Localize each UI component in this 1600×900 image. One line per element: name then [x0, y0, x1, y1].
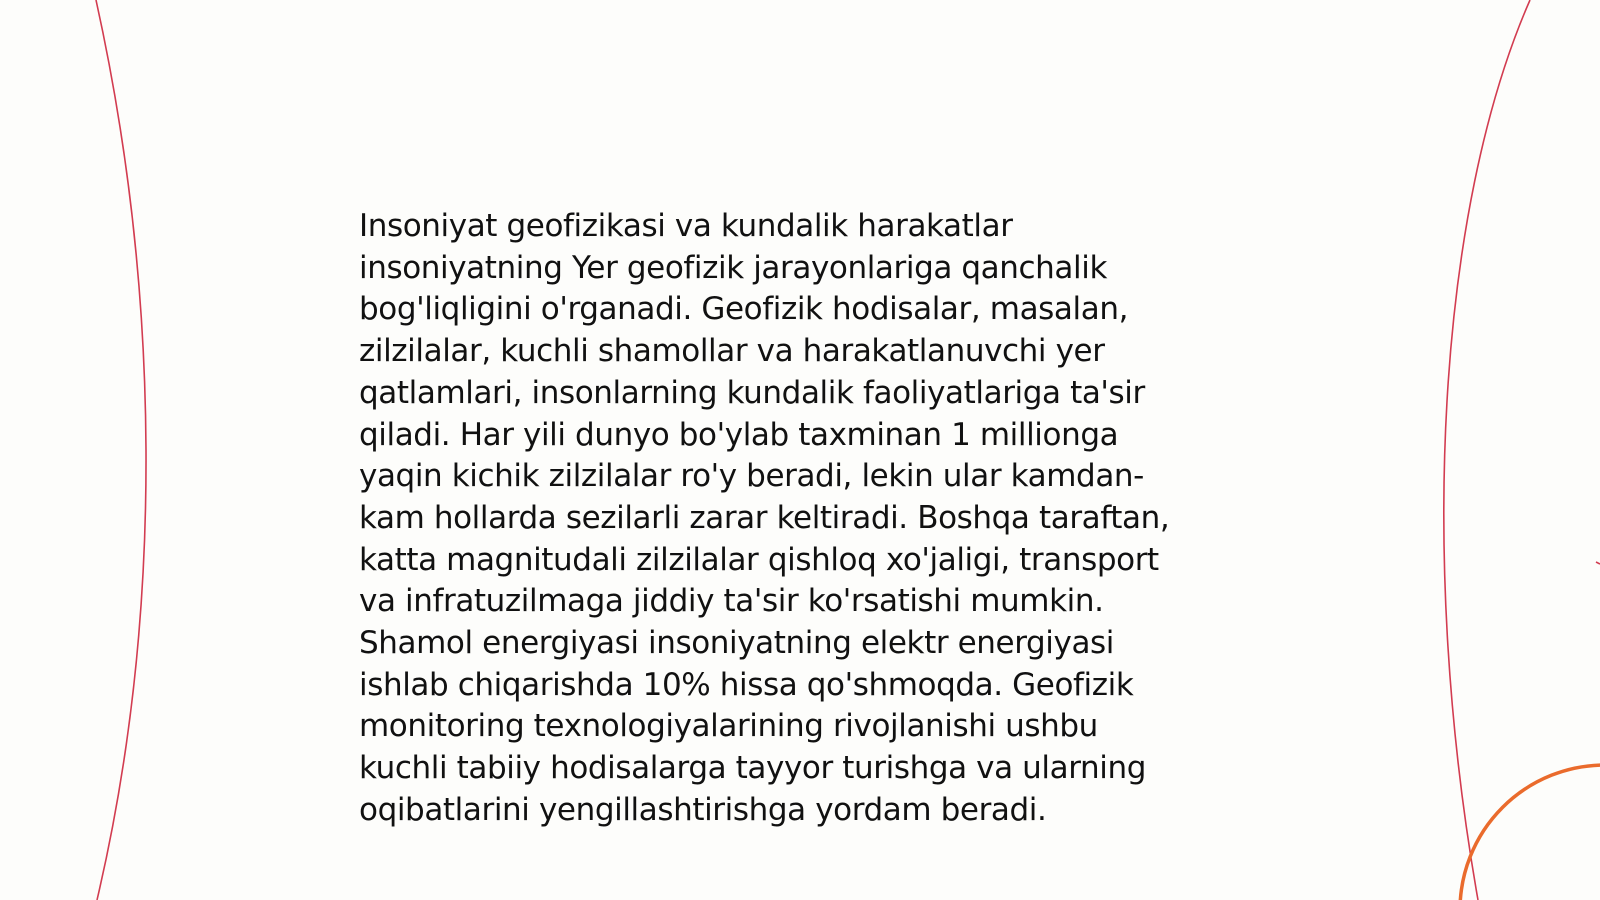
right-edge-tick [1596, 562, 1600, 564]
text-line: kuchli tabiiy hodisalarga tayyor turishga va ularning [359, 750, 1146, 787]
text-line: monitoring texnologiyalarining rivojlanishi ushbu [359, 708, 1098, 745]
text-line: Insoniyat geofizikasi va kundalik harakatlar [359, 208, 1013, 244]
left-arc-line [96, 0, 146, 900]
accent-circle [1460, 765, 1600, 900]
text-line: oqibatlarini yengillashtirishga yordam beradi. [359, 791, 1047, 828]
text-line: qiladi. Har yili dunyo bo'ylab taxminan 1 millionga [359, 416, 1119, 453]
body-paragraph [359, 206, 1239, 832]
text-line: kam hollarda sezilarli zarar keltiradi. Boshqa taraftan, [359, 499, 1170, 536]
text-line: va infratuzilmaga jiddiy ta'sir ko'rsatishi mumkin. [359, 583, 1104, 620]
text-line: ishlab chiqarishda 10% hissa qo'shmoqda. Geofizik [359, 666, 1134, 703]
text-line: katta magnitudali zilzilalar qishloq xo'jaligi, transport [359, 541, 1159, 578]
text-line: yaqin kichik zilzilalar ro'y beradi, lekin ular kamdan- [359, 458, 1144, 495]
text-line: qatlamlari, insonlarning kundalik faoliyatlariga ta'sir [359, 374, 1145, 411]
text-line: insoniyatning Yer geofizik jarayonlariga qanchalik [359, 249, 1107, 286]
right-arc-line [1444, 0, 1530, 900]
text-line: zilzilalar, kuchli shamollar va harakatlanuvchi yer [359, 333, 1105, 370]
text-line: bog'liqligini o'rganadi. Geofizik hodisalar, masalan, [359, 291, 1129, 328]
text-line: Shamol energiyasi insoniyatning elektr energiyasi [359, 625, 1115, 662]
